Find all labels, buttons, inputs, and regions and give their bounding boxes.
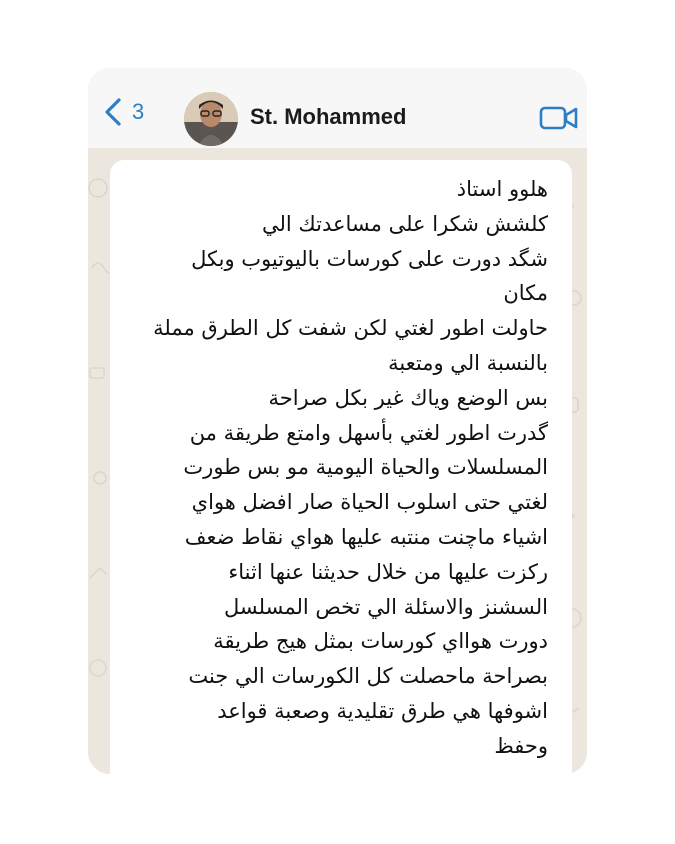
message-line: حاولت اطور لغتي لكن شفت كل الطرق مملة [153,316,548,341]
message-line: دورت هوااي كورسات بمثل هيج طريقة [213,629,548,654]
message-line: مكان [503,281,548,306]
message-line: شگد دورت على كورسات باليوتيوب وبكل [191,246,548,271]
message-line: السشنز والاسئلة الي تخص المسلسل [224,594,548,619]
message-line: المسلسلات والحياة اليومية مو بس طورت [183,455,548,480]
chat-window [88,68,587,774]
message-line: بالنسبة الي ومتعبة [388,350,548,375]
message-text [128,172,548,764]
message-line: اشياء ماچنت منتبه عليها هواي نقاط ضعف [184,524,548,549]
message-bubble[interactable] [110,160,572,774]
avatar-photo [184,92,238,146]
message-line: بس الوضع وياك غير بكل صراحة [268,385,548,410]
message-line: ركزت عليها من خلال حديثنا عنها اثناء [228,559,548,584]
message-line: اشوفها هي طرق تقليدية وصعبة قواعد [217,698,548,723]
message-line: بصراحة ماحصلت كل الكورسات الي جنت [188,664,548,689]
chat-header [88,68,587,148]
message-line: لغتي حتى اسلوب الحياة صار افضل هواي [191,490,548,515]
message-line: گدرت اطور لغتي بأسهل وامتع طريقة من [189,420,548,445]
message-line: وحفظ [494,733,548,758]
avatar[interactable] [184,92,238,146]
contact-name[interactable]: St. Mohammed [250,104,407,129]
unread-count: 3 [132,99,145,124]
chevron-left-icon [104,98,122,126]
back-button[interactable] [104,98,144,126]
video-call-button[interactable] [539,104,579,136]
message-line: كلشش شكرا على مساعدتك الي [262,211,548,236]
video-camera-icon [539,104,579,132]
message-line: هلوو استاذ [456,177,548,201]
